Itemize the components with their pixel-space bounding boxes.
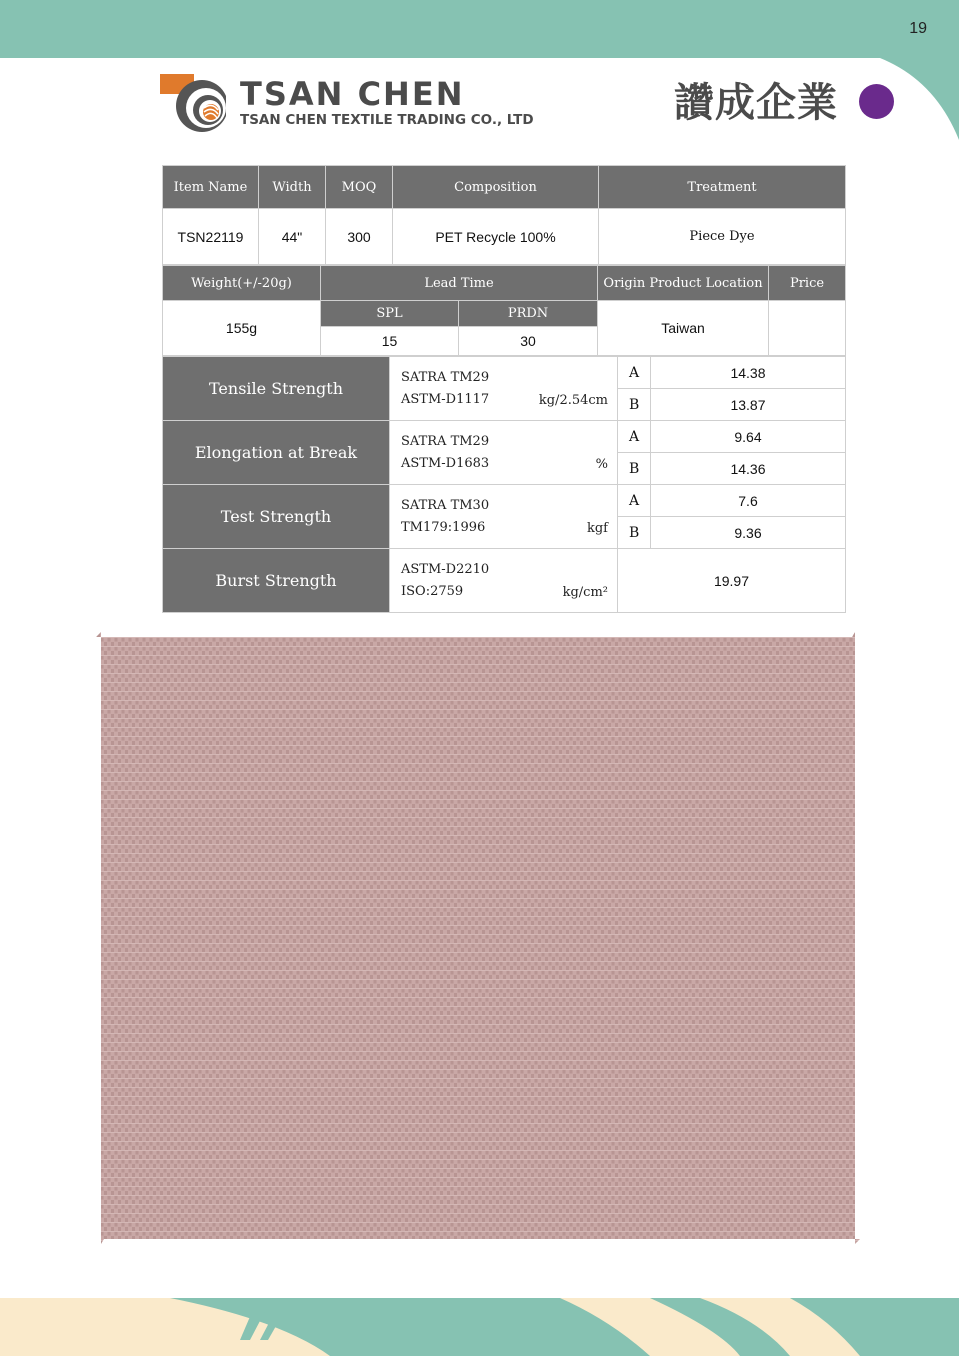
method-line-2: TM179:1996 xyxy=(401,519,486,535)
brand-name: TSAN CHEN xyxy=(240,75,465,113)
test-unit: kg/cm² xyxy=(562,585,608,600)
test-name: Test Strength xyxy=(163,485,390,549)
value-weight: 155g xyxy=(163,301,321,356)
sample-value-a: 14.38 xyxy=(651,357,846,389)
value-composition: PET Recycle 100% xyxy=(393,209,599,265)
page-number: 19 xyxy=(909,20,927,37)
header-treatment: Treatment xyxy=(599,166,846,209)
test-method xyxy=(390,485,618,549)
test-name: Burst Strength xyxy=(163,549,390,613)
test-unit: kgf xyxy=(586,521,608,536)
test-table xyxy=(162,356,845,613)
value-treatment: Piece Dye xyxy=(599,209,846,265)
swirl-logo-icon xyxy=(160,72,226,134)
header-prdn: PRDN xyxy=(459,301,598,327)
burst-value: 19.97 xyxy=(618,549,846,613)
method-line-1: SATRA TM29 xyxy=(401,433,490,449)
method-line-2: ASTM-D1117 xyxy=(401,391,490,407)
header-lead-time: Lead Time xyxy=(321,266,598,301)
sample-value-b: 13.87 xyxy=(651,389,846,421)
value-item-name: TSN22119 xyxy=(163,209,259,265)
method-line-1: ASTM-D2210 xyxy=(401,561,490,577)
sample-label-b: B xyxy=(618,517,651,549)
test-unit: kg/2.54cm xyxy=(538,393,608,408)
sample-label-a: A xyxy=(618,357,651,389)
method-line-1: SATRA TM29 xyxy=(401,369,490,385)
header-moq: MOQ xyxy=(326,166,393,209)
spec-table xyxy=(162,165,845,356)
sample-label-b: B xyxy=(618,389,651,421)
test-name: Elongation at Break xyxy=(163,421,390,485)
sample-label-a: A xyxy=(618,485,651,517)
sample-value-b: 9.36 xyxy=(651,517,846,549)
value-prdn: 30 xyxy=(459,327,598,356)
test-method xyxy=(390,357,618,421)
value-moq: 300 xyxy=(326,209,393,265)
sample-label-a: A xyxy=(618,421,651,453)
value-origin: Taiwan xyxy=(598,301,769,356)
brand-chinese-name: 讚成企業 xyxy=(674,80,838,126)
test-name: Tensile Strength xyxy=(163,357,390,421)
test-method xyxy=(390,549,618,613)
header-price: Price xyxy=(769,266,846,301)
header-item-name: Item Name xyxy=(163,166,259,209)
brand-dot-icon xyxy=(859,84,894,119)
method-line-2: ISO:2759 xyxy=(401,583,464,599)
value-width: 44" xyxy=(259,209,326,265)
sample-value-a: 9.64 xyxy=(651,421,846,453)
sample-value-b: 14.36 xyxy=(651,453,846,485)
header-composition: Composition xyxy=(393,166,599,209)
method-line-1: SATRA TM30 xyxy=(401,497,490,513)
sample-label-b: B xyxy=(618,453,651,485)
header-weight: Weight(+/-20g) xyxy=(163,266,321,301)
header-origin: Origin Product Location xyxy=(598,266,769,301)
value-price xyxy=(769,301,846,356)
header-width: Width xyxy=(259,166,326,209)
method-line-2: ASTM-D1683 xyxy=(401,455,490,471)
header-spl: SPL xyxy=(321,301,459,327)
test-method xyxy=(390,421,618,485)
brand-subtitle: TSAN CHEN TEXTILE TRADING CO., LTD xyxy=(240,112,534,128)
test-unit: % xyxy=(595,457,608,472)
fabric-swatch-image xyxy=(90,624,870,1252)
value-spl: 15 xyxy=(321,327,459,356)
sample-value-a: 7.6 xyxy=(651,485,846,517)
